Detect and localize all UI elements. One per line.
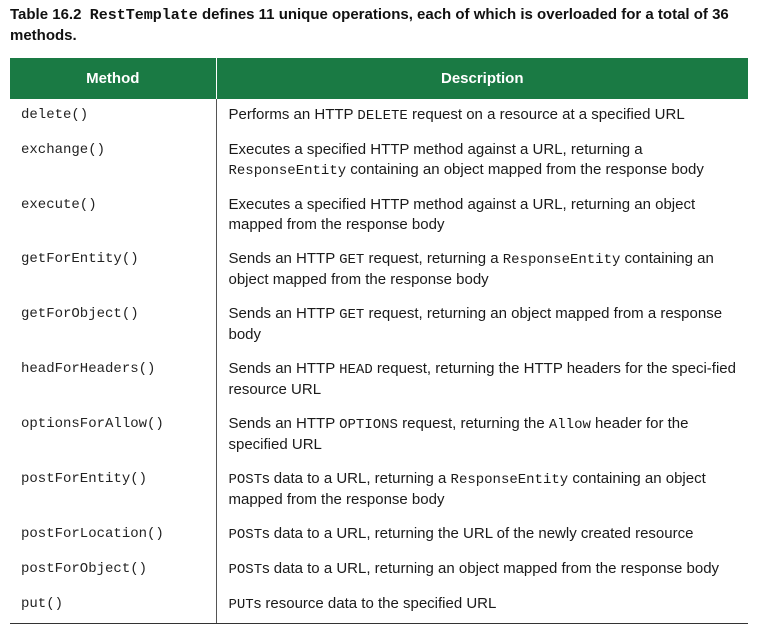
description-code: ResponseEntity	[228, 163, 347, 179]
description-text: Sends an HTTP	[228, 250, 340, 267]
method-cell: postForEntity()	[10, 463, 216, 518]
description-text: Executes a specified HTTP method against a URL, returning a	[228, 141, 643, 158]
method-cell: put()	[10, 588, 216, 624]
methods-table	[10, 58, 748, 624]
description-code: POST	[228, 527, 263, 543]
caption-label: Table 16.2	[10, 6, 82, 23]
table-row	[10, 518, 748, 553]
description-cell	[216, 463, 748, 518]
header-method: Method	[10, 58, 216, 99]
description-text: Sends an HTTP	[228, 305, 340, 322]
table-row	[10, 189, 748, 243]
table-row	[10, 134, 748, 189]
method-cell: postForLocation()	[10, 518, 216, 553]
description-cell	[216, 134, 748, 189]
description-text: s resource data to the specified URL	[253, 595, 497, 612]
caption-code: RestTemplate	[89, 7, 198, 24]
description-text: containing an object mapped from the response body	[228, 470, 706, 508]
description-text: s data to a URL, returning the URL of the newly created resource	[262, 525, 694, 542]
description-cell	[216, 408, 748, 463]
description-text: containing an object mapped from the response body	[346, 161, 704, 178]
description-text: request, returning the	[397, 415, 549, 432]
description-code: PUT	[228, 597, 254, 613]
description-cell	[216, 99, 748, 134]
method-cell: postForObject()	[10, 553, 216, 588]
table-caption	[10, 5, 755, 46]
description-code: DELETE	[357, 108, 408, 124]
description-code: POST	[228, 472, 263, 488]
description-text: s data to a URL, returning a	[262, 470, 451, 487]
table-row	[10, 408, 748, 463]
method-cell: getForObject()	[10, 298, 216, 353]
description-text: Performs an HTTP	[228, 106, 358, 123]
description-cell	[216, 518, 748, 553]
table-header	[10, 58, 748, 99]
description-cell	[216, 243, 748, 298]
description-text: header for the specified URL	[228, 415, 689, 453]
table-row	[10, 463, 748, 518]
description-text: request, returning the HTTP headers for the speci-fied resource URL	[228, 360, 736, 398]
table-body	[10, 99, 748, 624]
description-code: GET	[339, 252, 365, 268]
description-code: ResponseEntity	[502, 252, 621, 268]
table-row	[10, 99, 748, 134]
caption-text: defines 11 unique operations, each of which is overloaded for a total of 36 methods.	[10, 6, 729, 44]
description-cell	[216, 298, 748, 353]
method-cell: optionsForAllow()	[10, 408, 216, 463]
description-code: OPTIONS	[339, 417, 398, 433]
method-cell: headForHeaders()	[10, 353, 216, 408]
table-row	[10, 353, 748, 408]
description-text: request, returning an object mapped from a response body	[228, 305, 723, 343]
description-cell	[216, 553, 748, 588]
description-text: Sends an HTTP	[228, 360, 340, 377]
description-cell	[216, 353, 748, 408]
description-code: POST	[228, 562, 263, 578]
table-row	[10, 588, 748, 624]
method-cell: exchange()	[10, 134, 216, 189]
description-text: request, returning a	[364, 250, 503, 267]
description-text: Sends an HTTP	[228, 415, 340, 432]
table-row	[10, 298, 748, 353]
description-cell	[216, 588, 748, 624]
description-text: s data to a URL, returning an object mapped from the response body	[262, 560, 720, 577]
method-cell: getForEntity()	[10, 243, 216, 298]
header-description: Description	[216, 58, 748, 99]
table-row	[10, 553, 748, 588]
description-cell	[216, 189, 748, 243]
description-text: containing an object mapped from the response body	[228, 250, 714, 288]
description-code: ResponseEntity	[450, 472, 569, 488]
method-cell: execute()	[10, 189, 216, 243]
method-cell: delete()	[10, 99, 216, 134]
description-text: Executes a specified HTTP method against a URL, returning an object mapped from the response body	[228, 196, 696, 233]
header-row	[10, 58, 748, 99]
description-code: GET	[339, 307, 365, 323]
description-code: HEAD	[339, 362, 373, 378]
description-text: request on a resource at a specified URL	[407, 106, 685, 123]
table-row	[10, 243, 748, 298]
description-code: Allow	[548, 417, 591, 433]
